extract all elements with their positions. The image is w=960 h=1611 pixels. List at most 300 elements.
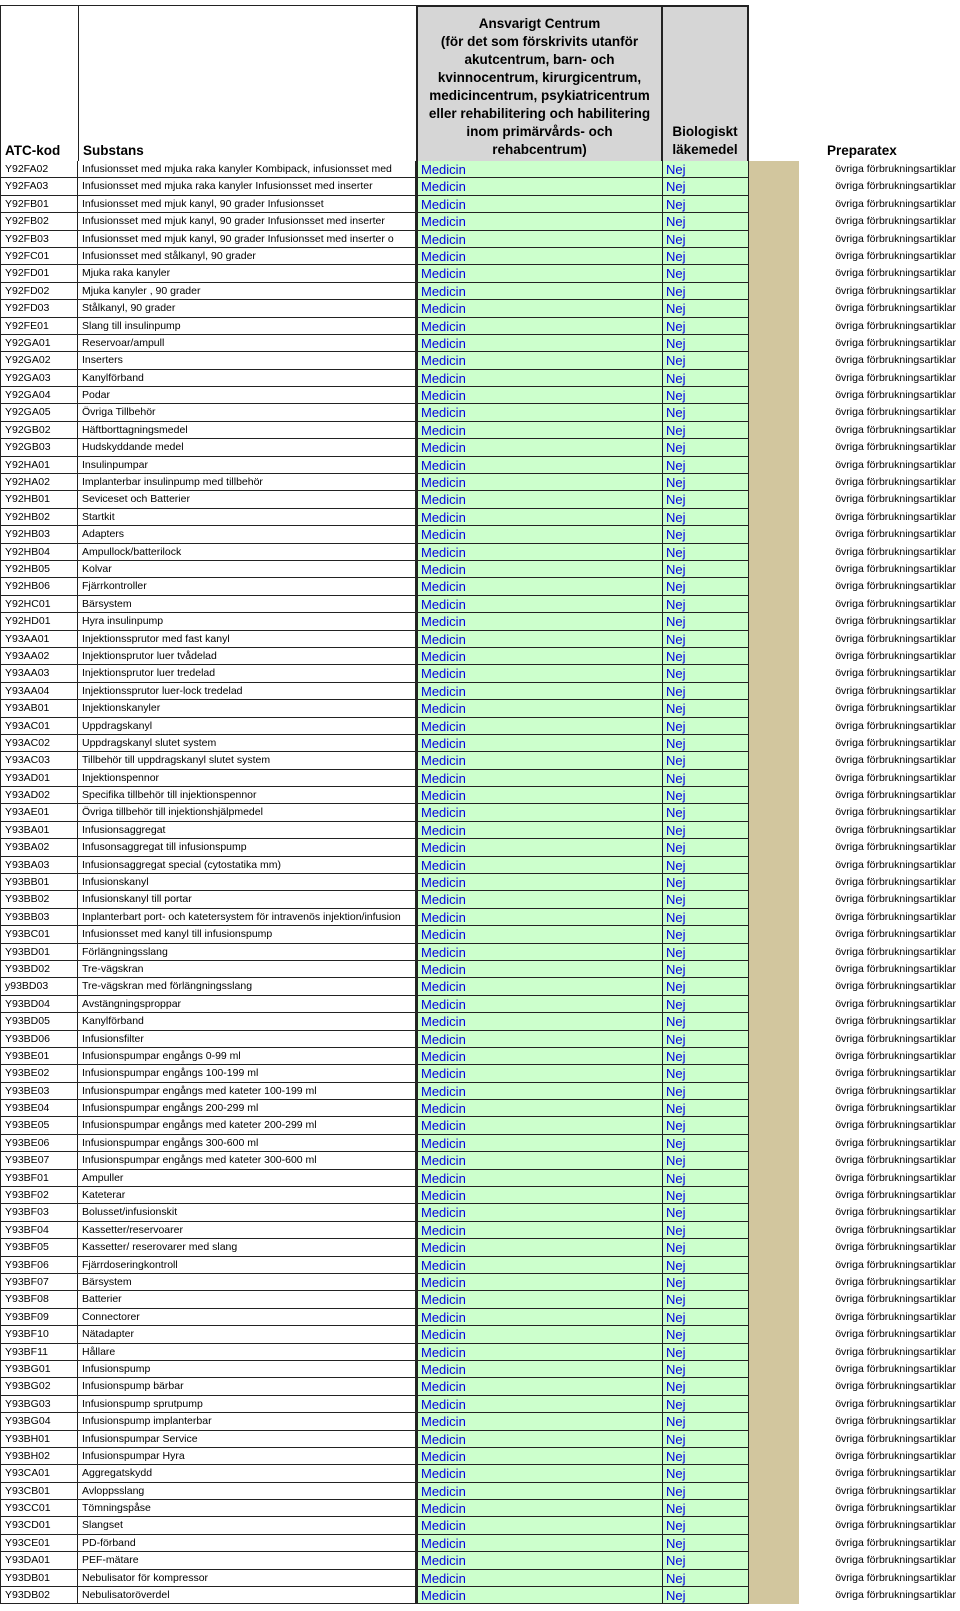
cell-ansvarigt-centrum[interactable]: Medicin [416,213,663,230]
cell-ansvarigt-centrum[interactable]: Medicin [416,631,663,648]
cell-ansvarigt-centrum[interactable]: Medicin [416,404,663,421]
cell-filler [749,804,799,821]
table-row[interactable] [0,491,960,508]
table-row[interactable] [0,1013,960,1030]
cell-ansvarigt-centrum[interactable]: Medicin [416,1448,663,1465]
table-row[interactable] [0,857,960,874]
cell-atc-kod: Y93AC03 [0,752,78,769]
cell-ansvarigt-centrum[interactable]: Medicin [416,926,663,943]
cell-biologiskt[interactable]: Nej [663,1500,749,1517]
cell-biologiskt[interactable]: Nej [663,1587,749,1604]
cell-biologiskt[interactable]: Nej [663,718,749,735]
cell-ansvarigt-centrum[interactable]: Medicin [416,1552,663,1569]
table-row[interactable] [0,770,960,787]
table-row[interactable] [0,387,960,404]
cell-biologiskt[interactable]: Nej [663,648,749,665]
cell-ansvarigt-centrum[interactable]: Medicin [416,1361,663,1378]
cell-ansvarigt-centrum[interactable]: Medicin [416,352,663,369]
cell-ansvarigt-centrum[interactable]: Medicin [416,683,663,700]
cell-preparatex: övriga förbrukningsartiklar [835,1502,956,1515]
cell-preparatex: övriga förbrukningsartiklar [835,1415,956,1428]
cell-ansvarigt-centrum[interactable]: Medicin [416,735,663,752]
cell-ansvarigt-centrum[interactable]: Medicin [416,335,663,352]
table-row[interactable] [0,526,960,543]
cell-biologiskt[interactable]: Nej [663,1135,749,1152]
table-row[interactable] [0,1048,960,1065]
table-row[interactable] [0,422,960,439]
cell-preparatex: övriga förbrukningsartiklar [835,1310,956,1323]
table-row[interactable] [0,1031,960,1048]
cell-biologiskt[interactable]: Nej [663,544,749,561]
cell-substans: Tre-vägskran med förlängningsslang [78,978,416,995]
table-row[interactable] [0,561,960,578]
cell-biologiskt[interactable]: Nej [663,457,749,474]
cell-atc-kod: Y93BH01 [0,1431,78,1448]
cell-biologiskt[interactable]: Nej [663,1378,749,1395]
cell-ansvarigt-centrum[interactable]: Medicin [416,231,663,248]
table-row[interactable] [0,578,960,595]
cell-substans: Avloppsslang [78,1483,416,1500]
cell-biologiskt[interactable]: Nej [663,804,749,821]
cell-ansvarigt-centrum[interactable]: Medicin [416,665,663,682]
cell-ansvarigt-centrum[interactable]: Medicin [416,1065,663,1082]
cell-preparatex: övriga förbrukningsartiklar [835,1397,956,1410]
cell-preparatex: övriga förbrukningsartiklar [835,823,956,836]
cell-preparatex: övriga förbrukningsartiklar [835,580,956,593]
cell-ansvarigt-centrum[interactable]: Medicin [416,318,663,335]
cell-ansvarigt-centrum[interactable]: Medicin [416,613,663,630]
cell-ansvarigt-centrum[interactable]: Medicin [416,1570,663,1587]
cell-ansvarigt-centrum[interactable]: Medicin [416,1465,663,1482]
cell-preparatex: övriga förbrukningsartiklar [835,1571,956,1584]
table-row[interactable] [0,926,960,943]
cell-ansvarigt-centrum[interactable]: Medicin [416,1517,663,1534]
cell-atc-kod: Y92GA02 [0,352,78,369]
cell-biologiskt[interactable]: Nej [663,387,749,404]
cell-atc-kod: Y93BE05 [0,1117,78,1134]
cell-ansvarigt-centrum[interactable]: Medicin [416,822,663,839]
cell-biologiskt[interactable]: Nej [663,1465,749,1482]
cell-biologiskt[interactable]: Nej [663,1013,749,1030]
table-row[interactable] [0,318,960,335]
cell-ansvarigt-centrum[interactable]: Medicin [416,178,663,195]
cell-ansvarigt-centrum[interactable]: Medicin [416,1326,663,1343]
table-row[interactable] [0,213,960,230]
table-row[interactable] [0,613,960,630]
cell-biologiskt[interactable]: Nej [663,283,749,300]
table-row[interactable] [0,300,960,317]
cell-ansvarigt-centrum[interactable]: Medicin [416,648,663,665]
cell-biologiskt[interactable]: Nej [663,1222,749,1239]
cell-ansvarigt-centrum[interactable]: Medicin [416,944,663,961]
table-row[interactable] [0,839,960,856]
table-row[interactable] [0,1187,960,1204]
table-row[interactable] [0,1326,960,1343]
cell-biologiskt[interactable]: Nej [663,944,749,961]
cell-biologiskt[interactable]: Nej [663,1535,749,1552]
table-row[interactable] [0,1378,960,1395]
cell-ansvarigt-centrum[interactable]: Medicin [416,1013,663,1030]
cell-filler [749,1083,799,1100]
table-row[interactable] [0,265,960,282]
cell-biologiskt[interactable]: Nej [663,613,749,630]
table-row[interactable] [0,335,960,352]
cell-preparatex: övriga förbrukningsartiklar [835,545,956,558]
cell-biologiskt[interactable]: Nej [663,1309,749,1326]
cell-biologiskt[interactable]: Nej [663,370,749,387]
table-row[interactable] [0,631,960,648]
cell-ansvarigt-centrum[interactable]: Medicin [416,1100,663,1117]
table-row[interactable] [0,961,960,978]
cell-biologiskt[interactable]: Nej [663,770,749,787]
cell-biologiskt[interactable]: Nej [663,1117,749,1134]
cell-ansvarigt-centrum[interactable]: Medicin [416,1500,663,1517]
table-row[interactable] [0,1500,960,1517]
cell-biologiskt[interactable]: Nej [663,1257,749,1274]
table-row[interactable] [0,1570,960,1587]
cell-atc-kod: Y93BD04 [0,996,78,1013]
cell-ansvarigt-centrum[interactable]: Medicin [416,1083,663,1100]
cell-ansvarigt-centrum[interactable]: Medicin [416,439,663,456]
cell-biologiskt[interactable]: Nej [663,874,749,891]
cell-biologiskt[interactable]: Nej [663,700,749,717]
cell-ansvarigt-centrum[interactable]: Medicin [416,561,663,578]
cell-biologiskt[interactable]: Nej [663,1204,749,1221]
cell-ansvarigt-centrum[interactable]: Medicin [416,718,663,735]
cell-ansvarigt-centrum[interactable]: Medicin [416,457,663,474]
table-row[interactable] [0,1309,960,1326]
table-row[interactable] [0,1291,960,1308]
table-row[interactable] [0,787,960,804]
cell-filler [749,265,799,282]
cell-biologiskt[interactable]: Nej [663,735,749,752]
cell-biologiskt[interactable]: Nej [663,1048,749,1065]
cell-substans: Mjuka raka kanyler [78,265,416,282]
cell-ansvarigt-centrum[interactable]: Medicin [416,1187,663,1204]
cell-biologiskt[interactable]: Nej [663,1396,749,1413]
cell-biologiskt[interactable]: Nej [663,1152,749,1169]
cell-biologiskt[interactable]: Nej [663,822,749,839]
cell-ansvarigt-centrum[interactable]: Medicin [416,1170,663,1187]
cell-ansvarigt-centrum[interactable]: Medicin [416,1274,663,1291]
header-preparatex-label: Preparatex [827,143,897,158]
cell-ansvarigt-centrum[interactable]: Medicin [416,1031,663,1048]
table-row[interactable] [0,457,960,474]
table-row[interactable] [0,370,960,387]
cell-ansvarigt-centrum[interactable]: Medicin [416,857,663,874]
table-row[interactable] [0,509,960,526]
table-row[interactable] [0,1257,960,1274]
cell-ansvarigt-centrum[interactable]: Medicin [416,1239,663,1256]
table-row[interactable] [0,1100,960,1117]
header-preparatex [749,5,960,161]
cell-ansvarigt-centrum[interactable]: Medicin [416,874,663,891]
cell-preparatex: övriga förbrukningsartiklar [835,632,956,645]
cell-biologiskt[interactable]: Nej [663,1483,749,1500]
cell-ansvarigt-centrum[interactable]: Medicin [416,1587,663,1604]
cell-biologiskt[interactable]: Nej [663,1170,749,1187]
table-row[interactable] [0,1587,960,1604]
cell-ansvarigt-centrum[interactable]: Medicin [416,1309,663,1326]
table-row[interactable] [0,439,960,456]
cell-biologiskt[interactable]: Nej [663,404,749,421]
cell-biologiskt[interactable]: Nej [663,213,749,230]
table-row[interactable] [0,1361,960,1378]
cell-biologiskt[interactable]: Nej [663,891,749,908]
cell-biologiskt[interactable]: Nej [663,318,749,335]
cell-atc-kod: Y92GA01 [0,335,78,352]
cell-ansvarigt-centrum[interactable]: Medicin [416,509,663,526]
table-row[interactable] [0,1465,960,1482]
cell-preparatex: övriga förbrukningsartiklar [835,997,956,1010]
cell-biologiskt[interactable]: Nej [663,231,749,248]
cell-biologiskt[interactable]: Nej [663,961,749,978]
cell-biologiskt[interactable]: Nej [663,422,749,439]
cell-ansvarigt-centrum[interactable]: Medicin [416,474,663,491]
table-row[interactable] [0,1483,960,1500]
cell-biologiskt[interactable]: Nej [663,561,749,578]
cell-preparatex: övriga förbrukningsartiklar [835,893,956,906]
cell-ansvarigt-centrum[interactable]: Medicin [416,1344,663,1361]
cell-preparatex: övriga förbrukningsartiklar [835,215,956,228]
cell-ansvarigt-centrum[interactable]: Medicin [416,1483,663,1500]
cell-ansvarigt-centrum[interactable]: Medicin [416,752,663,769]
table-row[interactable] [0,1552,960,1569]
cell-biologiskt[interactable]: Nej [663,978,749,995]
cell-filler [749,1344,799,1361]
cell-biologiskt[interactable]: Nej [663,1570,749,1587]
cell-atc-kod: Y93BF03 [0,1204,78,1221]
cell-biologiskt[interactable]: Nej [663,909,749,926]
cell-biologiskt[interactable]: Nej [663,1326,749,1343]
cell-atc-kod: Y93CE01 [0,1535,78,1552]
cell-biologiskt[interactable]: Nej [663,1274,749,1291]
cell-biologiskt[interactable]: Nej [663,1065,749,1082]
table-row[interactable] [0,1517,960,1534]
cell-ansvarigt-centrum[interactable]: Medicin [416,996,663,1013]
table-row[interactable] [0,944,960,961]
cell-ansvarigt-centrum[interactable]: Medicin [416,1204,663,1221]
cell-biologiskt[interactable]: Nej [663,683,749,700]
cell-biologiskt[interactable]: Nej [663,265,749,282]
cell-atc-kod: Y93BE01 [0,1048,78,1065]
cell-ansvarigt-centrum[interactable]: Medicin [416,1378,663,1395]
cell-biologiskt[interactable]: Nej [663,474,749,491]
cell-ansvarigt-centrum[interactable]: Medicin [416,1431,663,1448]
table-row[interactable] [0,874,960,891]
cell-biologiskt[interactable]: Nej [663,1431,749,1448]
cell-ansvarigt-centrum[interactable]: Medicin [416,544,663,561]
cell-biologiskt[interactable]: Nej [663,300,749,317]
cell-ansvarigt-centrum[interactable]: Medicin [416,1048,663,1065]
cell-ansvarigt-centrum[interactable]: Medicin [416,961,663,978]
cell-biologiskt[interactable]: Nej [663,439,749,456]
cell-biologiskt[interactable]: Nej [663,1031,749,1048]
cell-ansvarigt-centrum[interactable]: Medicin [416,909,663,926]
cell-biologiskt[interactable]: Nej [663,1291,749,1308]
table-row[interactable] [0,1448,960,1465]
cell-biologiskt[interactable]: Nej [663,926,749,943]
cell-ansvarigt-centrum[interactable]: Medicin [416,265,663,282]
cell-ansvarigt-centrum[interactable]: Medicin [416,787,663,804]
cell-ansvarigt-centrum[interactable]: Medicin [416,891,663,908]
cell-atc-kod: Y93DB02 [0,1587,78,1604]
cell-ansvarigt-centrum[interactable]: Medicin [416,1535,663,1552]
table-row[interactable] [0,978,960,995]
cell-preparatex: övriga förbrukningsartiklar [835,458,956,471]
cell-atc-kod: Y93BF04 [0,1222,78,1239]
table-row[interactable] [0,196,960,213]
table-row[interactable] [0,1344,960,1361]
cell-biologiskt[interactable]: Nej [663,1413,749,1430]
table-row[interactable] [0,544,960,561]
table-row[interactable] [0,1204,960,1221]
table-row[interactable] [0,909,960,926]
table-row[interactable] [0,718,960,735]
cell-biologiskt[interactable]: Nej [663,1100,749,1117]
table-row[interactable] [0,1117,960,1134]
table-row[interactable] [0,1274,960,1291]
cell-ansvarigt-centrum[interactable]: Medicin [416,1257,663,1274]
cell-ansvarigt-centrum[interactable]: Medicin [416,387,663,404]
cell-ansvarigt-centrum[interactable]: Medicin [416,1117,663,1134]
cell-ansvarigt-centrum[interactable]: Medicin [416,596,663,613]
cell-ansvarigt-centrum[interactable]: Medicin [416,578,663,595]
cell-biologiskt[interactable]: Nej [663,335,749,352]
cell-ansvarigt-centrum[interactable]: Medicin [416,1413,663,1430]
cell-ansvarigt-centrum[interactable]: Medicin [416,1291,663,1308]
cell-biologiskt[interactable]: Nej [663,1239,749,1256]
cell-filler [749,578,799,595]
table-row[interactable] [0,1222,960,1239]
table-row[interactable] [0,1065,960,1082]
cell-ansvarigt-centrum[interactable]: Medicin [416,283,663,300]
cell-ansvarigt-centrum[interactable]: Medicin [416,248,663,265]
cell-biologiskt[interactable]: Nej [663,1552,749,1569]
table-row[interactable] [0,1239,960,1256]
table-row[interactable] [0,231,960,248]
cell-biologiskt[interactable]: Nej [663,631,749,648]
cell-preparatex: övriga förbrukningsartiklar [835,980,956,993]
table-row[interactable] [0,248,960,265]
table-row[interactable] [0,283,960,300]
table-row[interactable] [0,1170,960,1187]
cell-biologiskt[interactable]: Nej [663,1083,749,1100]
table-row[interactable] [0,1396,960,1413]
table-row[interactable] [0,804,960,821]
cell-substans: Infusonsaggregat till infusionspump [78,839,416,856]
table-row[interactable] [0,474,960,491]
table-row[interactable] [0,1152,960,1169]
table-row[interactable] [0,1135,960,1152]
cell-biologiskt[interactable]: Nej [663,1448,749,1465]
cell-substans: Övriga Tillbehör [78,404,416,421]
cell-ansvarigt-centrum[interactable]: Medicin [416,839,663,856]
header-ansvarigt-centrum [416,5,663,161]
cell-ansvarigt-centrum[interactable]: Medicin [416,700,663,717]
cell-atc-kod: Y93BF06 [0,1257,78,1274]
cell-ansvarigt-centrum[interactable]: Medicin [416,978,663,995]
cell-ansvarigt-centrum[interactable]: Medicin [416,1135,663,1152]
cell-biologiskt[interactable]: Nej [663,596,749,613]
cell-biologiskt[interactable]: Nej [663,196,749,213]
cell-biologiskt[interactable]: Nej [663,1517,749,1534]
cell-ansvarigt-centrum[interactable]: Medicin [416,770,663,787]
cell-biologiskt[interactable]: Nej [663,996,749,1013]
table-row[interactable] [0,404,960,421]
cell-ansvarigt-centrum[interactable]: Medicin [416,526,663,543]
cell-biologiskt[interactable]: Nej [663,1361,749,1378]
cell-biologiskt[interactable]: Nej [663,787,749,804]
cell-biologiskt[interactable]: Nej [663,578,749,595]
cell-substans: Infusionsset med mjuka raka kanyler Infusionsset med inserter [78,178,416,195]
cell-biologiskt[interactable]: Nej [663,752,749,769]
cell-preparatex: övriga förbrukningsartiklar [835,1032,956,1045]
cell-ansvarigt-centrum[interactable]: Medicin [416,1222,663,1239]
table-row[interactable] [0,1413,960,1430]
cell-ansvarigt-centrum[interactable]: Medicin [416,300,663,317]
table-row[interactable] [0,996,960,1013]
cell-ansvarigt-centrum[interactable]: Medicin [416,422,663,439]
table-row[interactable] [0,700,960,717]
cell-biologiskt[interactable]: Nej [663,1344,749,1361]
cell-ansvarigt-centrum[interactable]: Medicin [416,196,663,213]
table-row[interactable] [0,891,960,908]
cell-biologiskt[interactable]: Nej [663,161,749,178]
cell-biologiskt[interactable]: Nej [663,509,749,526]
cell-filler [749,1204,799,1221]
cell-filler [749,474,799,491]
cell-atc-kod: Y92HB06 [0,578,78,595]
cell-biologiskt[interactable]: Nej [663,248,749,265]
cell-preparatex: övriga förbrukningsartiklar [835,1119,956,1132]
table-row[interactable] [0,1535,960,1552]
cell-ansvarigt-centrum[interactable]: Medicin [416,370,663,387]
cell-ansvarigt-centrum[interactable]: Medicin [416,1152,663,1169]
table-row[interactable] [0,752,960,769]
cell-biologiskt[interactable]: Nej [663,178,749,195]
cell-preparatex: övriga förbrukningsartiklar [835,302,956,315]
cell-atc-kod: Y93BE06 [0,1135,78,1152]
cell-atc-kod: Y93AC01 [0,718,78,735]
cell-biologiskt[interactable]: Nej [663,839,749,856]
table-row[interactable] [0,683,960,700]
cell-ansvarigt-centrum[interactable]: Medicin [416,804,663,821]
table-row[interactable] [0,1083,960,1100]
cell-atc-kod: Y93BC01 [0,926,78,943]
cell-ansvarigt-centrum[interactable]: Medicin [416,161,663,178]
table-row[interactable] [0,1431,960,1448]
cell-ansvarigt-centrum[interactable]: Medicin [416,1396,663,1413]
cell-ansvarigt-centrum[interactable]: Medicin [416,491,663,508]
cell-biologiskt[interactable]: Nej [663,857,749,874]
table-row[interactable] [0,596,960,613]
cell-biologiskt[interactable]: Nej [663,491,749,508]
table-row[interactable] [0,665,960,682]
cell-preparatex: övriga förbrukningsartiklar [835,1432,956,1445]
cell-biologiskt[interactable]: Nej [663,352,749,369]
table-row[interactable] [0,648,960,665]
table-row[interactable] [0,178,960,195]
table-row[interactable] [0,735,960,752]
table-row[interactable] [0,161,960,178]
cell-preparatex: övriga förbrukningsartiklar [835,562,956,575]
cell-biologiskt[interactable]: Nej [663,526,749,543]
cell-biologiskt[interactable]: Nej [663,665,749,682]
table-row[interactable] [0,352,960,369]
table-row[interactable] [0,822,960,839]
cell-biologiskt[interactable]: Nej [663,1187,749,1204]
